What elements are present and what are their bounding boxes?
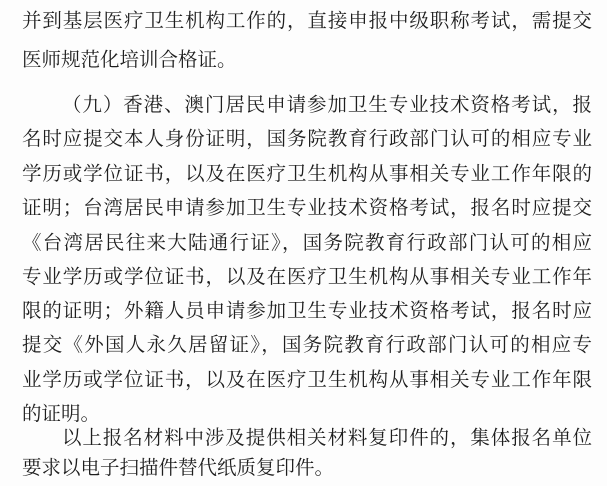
text-line: 证明；台湾居民申请参加卫生专业技术资格考试，报名时应提交 [22, 196, 592, 219]
text-line: （九）香港、澳门居民申请参加卫生专业技术资格考试，报 [62, 93, 592, 116]
text-line: 并到基层医疗卫生机构工作的，直接申报中级职称考试，需提交 [22, 9, 592, 32]
text-line: 《台湾居民往来大陆通行证》，国务院教育行政部门认可的相应 [22, 231, 592, 254]
text-line: 专业学历或学位证书，以及在医疗卫生机构从事相关专业工作年 [22, 265, 592, 288]
text-line: 的证明。 [22, 402, 101, 425]
text-line: 限的证明；外籍人员申请参加卫生专业技术资格考试，报名时应 [22, 299, 592, 322]
text-line: 要求以电子扫描件替代纸质复印件。 [22, 456, 335, 479]
text-line: 名时应提交本人身份证明，国务院教育行政部门认可的相应专业 [22, 127, 592, 150]
text-line: 学历或学位证书，以及在医疗卫生机构从事相关专业工作年限的 [22, 162, 592, 185]
text-line: 提交《外国人永久居留证》，国务院教育行政部门认可的相应专 [22, 333, 592, 356]
text-line: 以上报名材料中涉及提供相关材料复印件的，集体报名单位 [62, 426, 592, 449]
text-line: 业学历或学位证书，以及在医疗卫生机构从事相关专业工作年限 [22, 368, 592, 391]
text-line: 医师规范化培训合格证。 [22, 48, 237, 71]
